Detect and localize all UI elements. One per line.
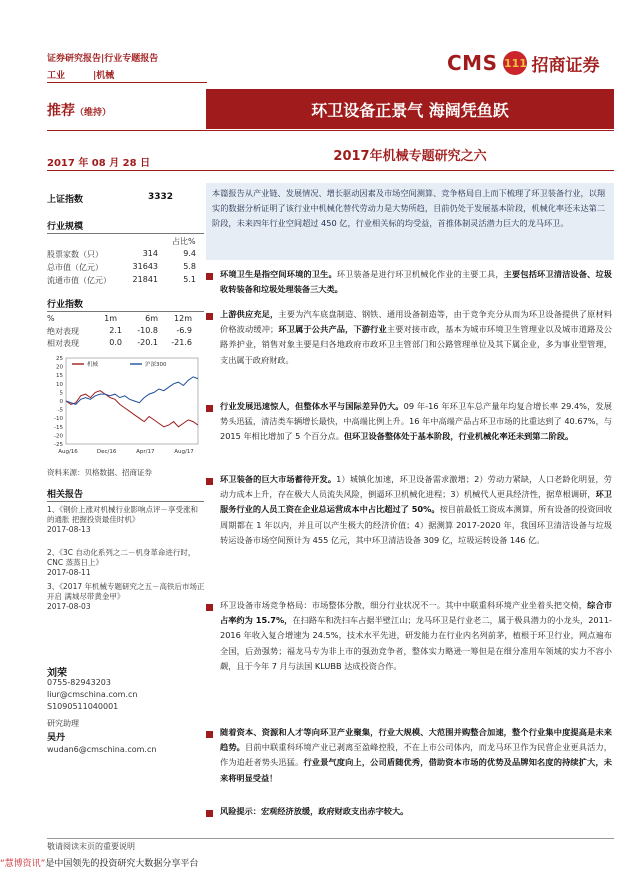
bullet-square-icon bbox=[206, 405, 213, 412]
related-report-title: 3、《2017 年机械专题研究之五－高铁后市场正开启 满城尽带黄金甲》 bbox=[47, 582, 205, 601]
analyst-name: 刘荣 bbox=[47, 668, 67, 679]
related-report[interactable] bbox=[47, 548, 205, 578]
y-tick-label: -10 bbox=[54, 416, 63, 423]
rating-label: 推荐 bbox=[47, 103, 75, 119]
related-report-date: 2017-08-13 bbox=[47, 525, 91, 534]
assistant-name: 吴丹 bbox=[47, 733, 66, 743]
y-tick-label: 25 bbox=[56, 356, 63, 362]
bullet-paragraph bbox=[220, 399, 612, 445]
bullet-text: 目前中联重科环境产业已剥离至盈峰控股，不在上市公司体内，而龙马环卫作为民营企业更具活力，作为追赶者势头迅猛。 bbox=[220, 742, 612, 768]
scale-row-label: 流通市值（亿元） bbox=[47, 276, 111, 285]
summary-box: 本篇报告从产业链、发展情况、增长驱动因素及市场空间测算、竞争格局自上而下梳理了环卫装备行业，以翔实的数据分析证明了该行业中机械化替代劳动力是大势所趋，目前仍处于发展基本阶段，机械化率还未达第二阶段，未来四年行业空间超过 450 亿，行业相关标的均受益，首推体制灵活潜力巨大的龙马环卫。 bbox=[206, 183, 614, 260]
perf-header-cell: % bbox=[47, 314, 55, 323]
chart-source: 资料来源：贝格数据、招商证券 bbox=[47, 468, 152, 477]
x-tick-label: Dec/16 bbox=[96, 449, 117, 455]
index-value: 3332 bbox=[148, 192, 174, 202]
bullet-square-icon bbox=[206, 313, 213, 320]
x-tick-label: Apr/17 bbox=[136, 449, 155, 455]
scale-col-header: 占比% bbox=[172, 237, 196, 246]
footnote: 敬请阅读末页的重要说明 bbox=[47, 842, 135, 851]
header-divider bbox=[47, 82, 207, 83]
bullet-paragraph bbox=[220, 598, 612, 674]
chart-lines bbox=[66, 377, 198, 427]
related-report-date: 2017-08-03 bbox=[47, 602, 91, 611]
x-tick-label: Aug/17 bbox=[174, 449, 194, 455]
bullet-bold: 综合市占率约为 15.7%， bbox=[220, 600, 612, 626]
related-divider bbox=[47, 501, 204, 502]
sub-industry-label: |机械 bbox=[93, 71, 115, 81]
chart-y-axis bbox=[54, 356, 63, 448]
report-subtitle: 2017年机械专题研究之六 bbox=[333, 149, 487, 164]
bullet-text: 在扫路车和洗扫车占据半壁江山；龙马环卫是行业老二，属于极具潜力的小龙头，2011-2016 年收入复合增速为 24.5%，技术水平先进，研发能力在行业内名列前茅，植根于环卫行业，网点遍布全国，后劲强势；福龙马专为非上市的强劲竞争者，整体实力略逊一筹但是在细分准用车领域的实力不容小觑，且于今年 7 月与法国 KLUBB 达成投资合作。 bbox=[220, 615, 612, 671]
bullet-bold: 环卫属于公共产品，下游行业 bbox=[278, 324, 387, 335]
industry-label: 工业 bbox=[47, 71, 66, 81]
perf-cell: -21.6 bbox=[171, 338, 192, 347]
scale-title: 行业规模 bbox=[47, 222, 84, 232]
scale-row-label: 总市值（亿元） bbox=[47, 263, 103, 272]
related-report[interactable] bbox=[47, 582, 205, 612]
scale-row-pct: 5.1 bbox=[183, 275, 196, 284]
y-tick-label: -20 bbox=[54, 433, 63, 440]
bullet-square-icon bbox=[206, 478, 213, 485]
perf-row-label: 相对表现 bbox=[47, 339, 79, 348]
perf-cell: -20.1 bbox=[137, 338, 158, 347]
y-tick-label: 5 bbox=[59, 390, 63, 397]
chart-frame bbox=[66, 358, 198, 444]
scale-divider bbox=[47, 233, 204, 234]
legend-label: 沪深300 bbox=[145, 362, 167, 368]
perf-table bbox=[47, 314, 204, 350]
perf-header-cell: 6m bbox=[145, 314, 158, 323]
bullet-bold: 上游供应充足， bbox=[220, 309, 279, 319]
bullet-bold: 环卫装备的巨大市场蓄待开发。 bbox=[220, 474, 337, 484]
report-title: 环卫设备正景气 海阔凭鱼跃 bbox=[206, 89, 614, 129]
y-tick-label: -15 bbox=[54, 424, 63, 431]
perf-header-cell: 1m bbox=[104, 314, 117, 323]
scale-row-value: 21841 bbox=[132, 275, 158, 284]
bullet-square-icon bbox=[206, 810, 213, 817]
related-title: 相关报告 bbox=[47, 490, 84, 500]
bullet-paragraph bbox=[220, 267, 612, 297]
footer bbox=[0, 856, 198, 869]
y-tick-label: -5 bbox=[57, 407, 63, 414]
title-divider bbox=[47, 130, 614, 131]
rating-sub: （维持） bbox=[75, 108, 112, 118]
scale-table bbox=[47, 249, 204, 289]
analyst-email[interactable]: liur@cmschina.com.cn bbox=[47, 690, 138, 699]
logo-text: CMS bbox=[447, 51, 498, 75]
chart-legend bbox=[72, 360, 167, 368]
legend-label: 机械 bbox=[87, 362, 99, 368]
related-report[interactable] bbox=[47, 505, 205, 535]
logo-cn-text: 招商证券 bbox=[531, 55, 600, 76]
scale-row-value: 314 bbox=[142, 249, 158, 258]
analyst-cert: S1090511040001 bbox=[47, 702, 119, 711]
y-tick-label: 0 bbox=[59, 399, 63, 405]
perf-title: 行业指数 bbox=[47, 300, 84, 310]
cms-logo bbox=[447, 48, 607, 78]
bullet-bold: 行业景气度向上，公司盾随优秀，借助资本市场的优势及品牌知名度的持续扩大，未来将明显受益！ bbox=[220, 757, 612, 783]
assistant-title: 研究助理 bbox=[47, 719, 79, 728]
footer-brand: “慧博资讯” bbox=[0, 859, 46, 869]
perf-divider bbox=[47, 311, 204, 312]
bullet-text: 主要为汽车底盘制造、钢铁、通用设备制造等，由于竞争充分从而为环卫设备提供了原材料价格波动缓冲； bbox=[220, 309, 612, 335]
scale-row-value: 31643 bbox=[132, 262, 158, 271]
report-date: 2017 年 08 月 28 日 bbox=[47, 158, 151, 169]
bullet-paragraph bbox=[220, 307, 612, 368]
related-report-title: 1、《钢价上涨对机械行业影响点评－享受涨和的通胀 把握投资最佳时机》 bbox=[47, 505, 199, 524]
series-line-机械 bbox=[66, 391, 198, 427]
bullet-text: 环卫装备是进行环卫机械化作业的主要工具， bbox=[336, 269, 504, 279]
y-tick-label: 15 bbox=[56, 373, 63, 380]
scale-row-label: 股票家数（只） bbox=[47, 250, 103, 259]
bullet-square-icon bbox=[206, 604, 213, 611]
rating bbox=[47, 100, 111, 120]
subtitle-divider bbox=[47, 170, 614, 171]
perf-cell: -10.8 bbox=[137, 326, 158, 335]
bullet-bold: 但环卫设备整体处于基本阶段，行业机械化率还未到第二阶段。 bbox=[343, 431, 574, 442]
y-tick-label: 10 bbox=[56, 381, 63, 388]
chart-x-axis bbox=[58, 449, 194, 455]
bullet-text: 1）城镇化加速，环卫设备需求激增；2）劳动力紧缺，人口老龄化明显，劳动力成本上升，存在极大人员流失风险，倒逼环卫机械化进程；3）机械代人更具经济性，据草根调研， bbox=[220, 474, 612, 500]
bullet-paragraph bbox=[220, 472, 612, 548]
scale-row-pct: 9.4 bbox=[183, 249, 196, 258]
bullet-bold: 环卫服务行业的人员工资在企业总运营成本中占比超过了 50%。 bbox=[220, 489, 612, 515]
y-tick-label: 20 bbox=[56, 364, 63, 371]
industry-line bbox=[47, 68, 114, 81]
scale-row-pct: 5.8 bbox=[183, 262, 196, 271]
bullet-bold: 随着资本、资源和人才等向环卫产业聚集，行业大规模、大范围并购整合加速，整个行业集中度提高是未来趋势。 bbox=[220, 727, 612, 753]
risk-warning: 风险提示：宏观经济放缓，政府财政支出赤字较大。 bbox=[220, 806, 409, 816]
perf-cell: 0.0 bbox=[109, 338, 122, 347]
index-line-chart bbox=[40, 352, 206, 464]
index-label: 上证指数 bbox=[47, 195, 84, 205]
bullet-text: 主要对接市政，基本为城市环境卫生管理业以及城市道路及公路养护业，销售对象主要是归各地政府市政环卫主管部门和公路管理单位及其下属企业，多为事业型管理，支出属于政府财政。 bbox=[220, 324, 612, 365]
bullet-square-icon bbox=[206, 731, 213, 738]
bullet-bold: 环境卫生是指空间环境的卫生。 bbox=[220, 269, 337, 279]
bullet-square-icon bbox=[206, 273, 213, 280]
series-line-沪深300 bbox=[66, 377, 198, 405]
bullet-text: 09 年-16 年环卫车总产量年均复合增长率 29.4%，发展势头迅猛，清洁类车辆增长最快，中高端比例上升。16 年中高端产品占环卫市场的比重达到了 40.67%，与 2015 年相比增加了 5 个百分点。 bbox=[220, 401, 612, 442]
footer-divider bbox=[47, 838, 614, 839]
x-tick-label: Aug/16 bbox=[58, 449, 78, 455]
perf-cell: -6.9 bbox=[176, 326, 192, 335]
bullet-bold: 主要包括环卫清洁设备、垃圾收转装备和垃圾处理装备三大类。 bbox=[220, 269, 612, 295]
perf-header-cell: 12m bbox=[174, 314, 192, 323]
related-report-date: 2017-08-11 bbox=[47, 568, 91, 577]
related-report-title: 2、《3C 自动化系列之二－机身革命进行时，CNC 蒸蒸日上》 bbox=[47, 548, 196, 567]
logo-badge-icon: 111 bbox=[503, 51, 527, 75]
bullet-paragraph bbox=[220, 725, 612, 786]
bullet-bold: 行业发展迅速惊人，但整体水平与国际差异仍大。 bbox=[220, 401, 404, 411]
bullet-text: 按目前最低工资成本测算，所有设备的投资回收周期都在 1 年以内，并且可以产生极大的经济价值；4）据测算 2017-2020 年，我国环卫清洁设备与垃圾转运设备市场空间预计为 455 亿元，其中环卫清洁设备 309 亿，垃圾运转设备 146 亿。 bbox=[220, 504, 612, 545]
assistant-email[interactable]: wudan6@cmschina.com.cn bbox=[47, 745, 157, 754]
footer-text: 是中国领先的投资研究大数据分享平台 bbox=[45, 859, 199, 869]
y-tick-label: -25 bbox=[54, 442, 63, 448]
perf-row-label: 绝对表现 bbox=[47, 327, 79, 336]
analyst-phone: 0755-82943203 bbox=[47, 678, 111, 687]
bullet-paragraph bbox=[220, 804, 612, 819]
bullet-text: 环卫设备市场竞争格局：市场整体分散，细分行业状况不一。其中中联重科环境产业坐着头把交椅， bbox=[220, 600, 588, 610]
perf-cell: 2.1 bbox=[109, 326, 122, 335]
report-category: 证券研究报告|行业专题报告 bbox=[47, 54, 159, 64]
